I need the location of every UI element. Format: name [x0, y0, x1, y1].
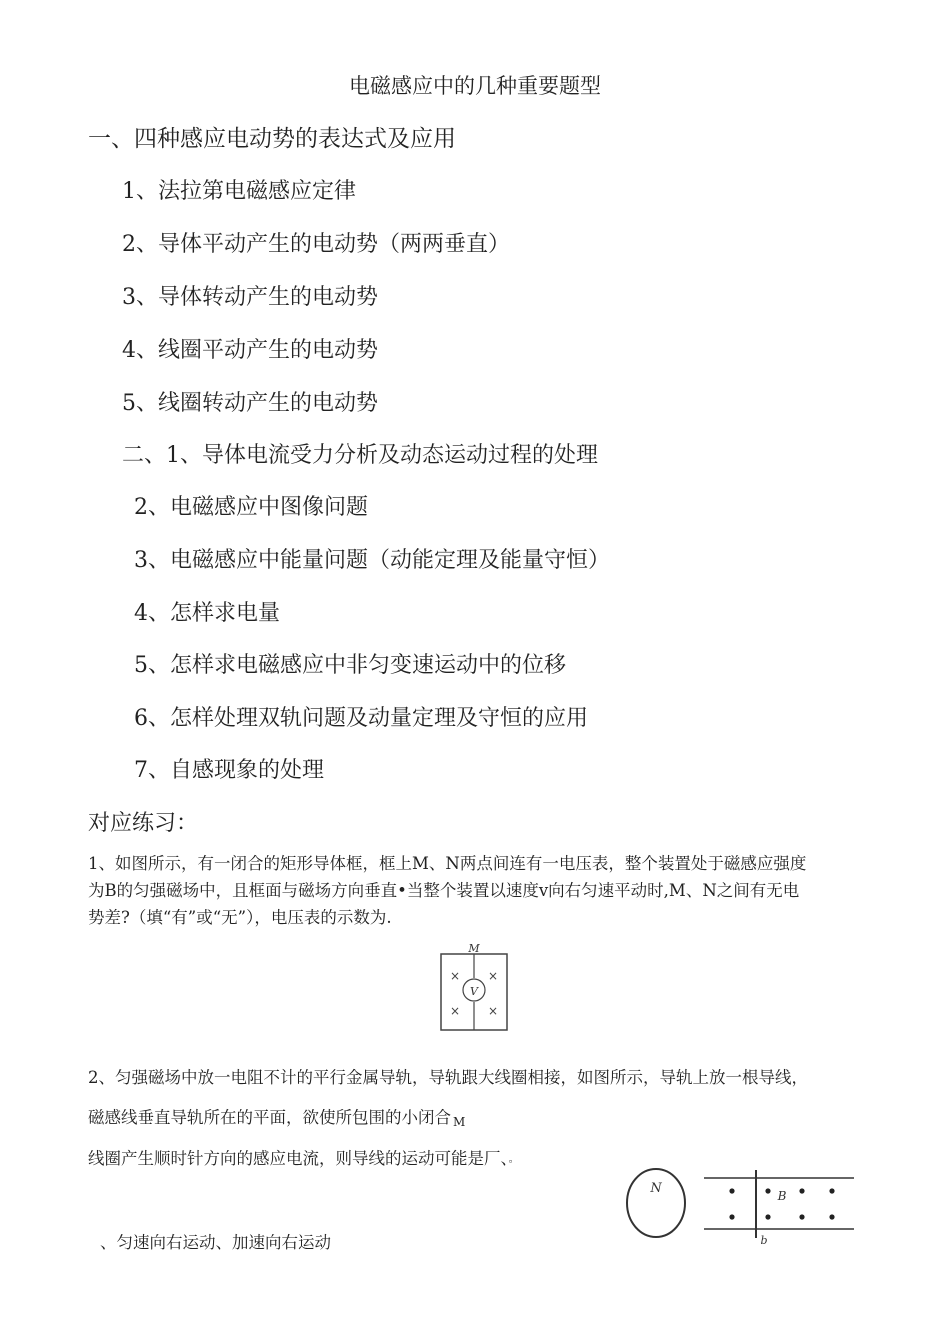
section-2-item: 二、1、导体电流受力分析及动态运动过程的处理 [122, 443, 598, 468]
section-1-heading: 一、四种感应电动势的表达式及应用 [88, 126, 456, 152]
trailing-mark: 。 [508, 1154, 519, 1165]
section-1-item: 4、线圈平动产生的电动势 [122, 338, 378, 363]
question-1-line: 势差?（填“有”或“无”），电压表的示数为. [88, 908, 392, 927]
field-cross-icon: × [487, 969, 499, 983]
voltmeter-label: V [470, 985, 478, 998]
field-dot-icon [729, 1214, 734, 1219]
section-1-item: 5、线圈转动产生的电动势 [122, 391, 378, 416]
field-dot-icon [829, 1188, 834, 1193]
question-2-line-wrap [88, 1104, 465, 1136]
field-dot-icon [829, 1214, 834, 1219]
section-2-item: 3、电磁感应中能量问题（动能定理及能量守恒） [134, 548, 610, 573]
section-2-item: 6、怎样处理双轨问题及动量定理及守恒的应用 [134, 706, 588, 731]
question-2-line-wrap [88, 1145, 519, 1174]
large-coil [627, 1169, 685, 1237]
field-dot-icon [729, 1188, 734, 1193]
section-1-item: 2、导体平动产生的电动势（两两垂直） [122, 232, 510, 257]
question-1-line: 为B的匀强磁场中，且框面与磁场方向垂直•当整个装置以速度v向右匀速平动时,M、N之间有无电 [88, 881, 800, 900]
section-2-item: 5、怎样求电磁感应中非匀变速运动中的位移 [134, 653, 566, 678]
rod-b-label: b [760, 1234, 768, 1247]
field-cross-icon: × [449, 969, 461, 983]
field-dot-icon [765, 1188, 770, 1193]
field-cross-icon: × [487, 1004, 499, 1018]
field-cross-icon: × [449, 1004, 461, 1018]
section-2-item: 2、电磁感应中图像问题 [134, 495, 368, 520]
question-2-line: 磁感线垂直导轨所在的平面，欲使所包围的小闭合 [88, 1108, 451, 1127]
question-1-figure [436, 940, 516, 1035]
field-dot-icon [799, 1188, 804, 1193]
field-dot-icon [799, 1214, 804, 1219]
question-2-line: 2、匀强磁场中放一电阻不计的平行金属导轨，导轨跟大线圈相接，如图所示，导轨上放一根导线， [88, 1068, 808, 1087]
point-m-label: M [468, 942, 480, 955]
field-dot-icon [765, 1214, 770, 1219]
section-2-item: 4、怎样求电量 [134, 601, 280, 626]
page-title: 电磁感应中的几种重要题型 [349, 74, 601, 98]
coil-n-label: N [650, 1181, 662, 1196]
inline-m-label: M [453, 1115, 466, 1129]
question-1-line: 1、如图所示，有一闭合的矩形导体框，框上M、N两点间连有一电压表，整个装置处于磁感应强度 [88, 854, 807, 873]
question-2-line: 线圈产生顺时针方向的感应电流，则导线的运动可能是厂、 [88, 1149, 509, 1168]
practice-heading: 对应练习： [88, 811, 199, 836]
question-2-option-line: 、匀速向右运动、加速向右运动 [100, 1233, 331, 1252]
field-b-label: B [777, 1189, 787, 1203]
section-1-item: 1、法拉第电磁感应定律 [122, 179, 356, 204]
section-2-item: 7、自感现象的处理 [134, 758, 324, 783]
section-1-item: 3、导体转动产生的电动势 [122, 285, 378, 310]
question-2-figure [624, 1166, 864, 1248]
